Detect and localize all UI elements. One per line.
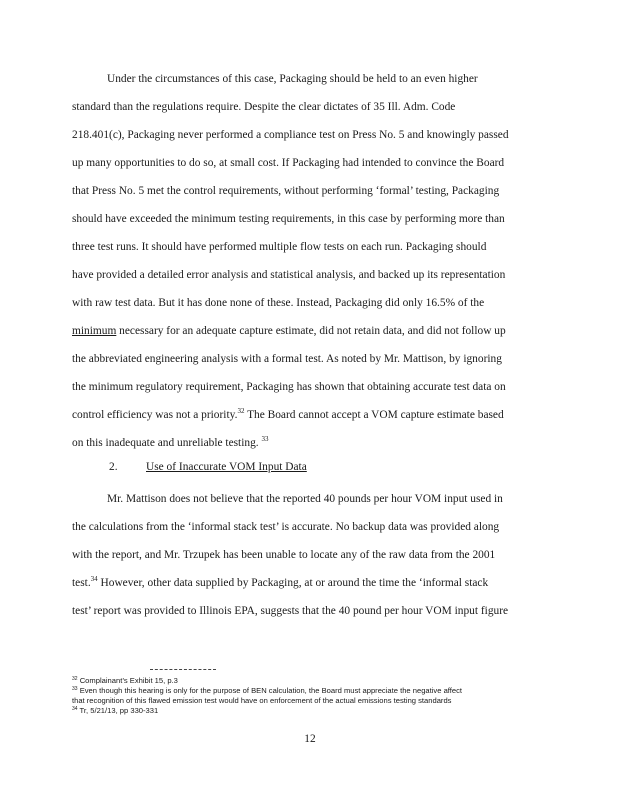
body-line: Mr. Mattison does not believe that the reported 40 pounds per hour VOM input used in [107, 493, 503, 505]
footnote-number: 33 [72, 686, 78, 692]
footnote-text: Even though this hearing is only for the purpose of BEN calculation, the Board must appreciate the negative affect [79, 686, 463, 695]
body-line: up many opportunities to do so, at small cost. If Packaging had intended to convince the Board [72, 157, 505, 169]
footnote-ref[interactable]: 34 [90, 575, 98, 583]
body-line-rest: necessary for an adequate capture estimate, did not retain data, and did not follow up [116, 325, 506, 337]
body-line: with raw test data. But it has done none of these. Instead, Packaging did only 16.5% of the [72, 297, 485, 309]
body-line-text: control efficiency was not a priority. [72, 409, 238, 421]
body-line: 218.401(c), Packaging never performed a compliance test on Press No. 5 and knowingly passed [72, 129, 509, 141]
body-line: the minimum regulatory requirement, Packaging has shown that obtaining accurate test data on [72, 381, 506, 393]
body-line: have provided a detailed error analysis and statistical analysis, and backed up its representation [72, 269, 506, 281]
body-line-text: on this inadequate and unreliable testing. [72, 437, 259, 449]
body-line [72, 436, 269, 450]
body-line: with the report, and Mr. Trzupek has been unable to locate any of the raw data from the 2001 [72, 549, 496, 561]
body-line [72, 408, 504, 422]
footnote-separator [150, 669, 216, 670]
footnote-ref[interactable]: 33 [261, 435, 269, 443]
body-line [72, 324, 506, 338]
body-line: test’ report was provided to Illinois EPA, suggests that the 40 pound per hour VOM input figure [72, 605, 509, 617]
body-line: should have exceeded the minimum testing requirements, in this case by performing more than [72, 213, 505, 225]
body-line: Under the circumstances of this case, Packaging should be held to an even higher [107, 73, 478, 85]
footnote [72, 676, 178, 685]
body-line: the calculations from the ‘informal stack test’ is accurate. No backup data was provided along [72, 521, 500, 533]
footnote-continuation [72, 696, 451, 705]
body-line-rest: The Board cannot accept a VOM capture estimate based [244, 409, 504, 421]
body-line: that Press No. 5 met the control requirements, without performing ‘formal’ testing, Packaging [72, 185, 500, 197]
body-line: standard than the regulations require. Despite the clear dictates of 35 Ill. Adm. Code [72, 101, 456, 113]
body-line-rest: However, other data supplied by Packaging, at or around the time the ‘informal stack [97, 577, 489, 589]
body-line: three test runs. It should have performed multiple flow tests on each run. Packaging should [72, 241, 487, 253]
body-line-text: test. [72, 577, 91, 589]
body-line: the abbreviated engineering analysis with a formal test. As noted by Mr. Mattison, by ignoring [72, 353, 502, 365]
body-line [72, 576, 488, 590]
section-heading: Use of Inaccurate VOM Input Data [146, 461, 307, 473]
footnote-text: Tr, 5/21/13, pp 330-331 [79, 706, 159, 715]
footnote [72, 706, 158, 715]
section-number: 2. [109, 461, 118, 473]
underlined-word: minimum [72, 325, 117, 337]
footnote-number: 34 [72, 706, 78, 712]
footnote-text: that recognition of this flawed emission test would have on enforcement of the actual emissions testing standards [72, 696, 452, 705]
page-number: 12 [304, 733, 316, 745]
footnote-ref[interactable]: 32 [237, 407, 245, 415]
footnote-number: 32 [72, 676, 78, 682]
footnote-text: Complainant’s Exhibit 15, p.3 [79, 676, 178, 685]
footnote [72, 686, 462, 695]
